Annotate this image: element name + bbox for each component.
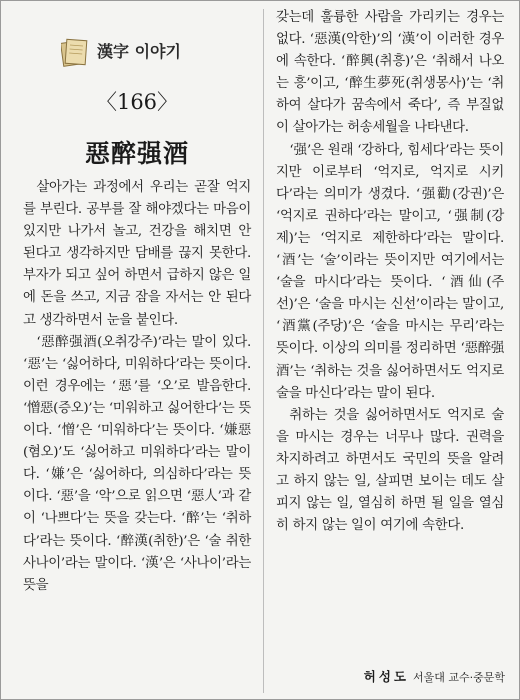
body-paragraph: 취하는 것을 싫어하면서도 억지로 술을 마시는 경우는 너무나 많다. 권력을 차지하려고 하면서도 국민의 뜻을 알려고 하지 않는 일, 살피면 보이는 데도 살피지 않는 일, 열심히 하면 될 일을 열심히 하지 않는 일이 여기에 속한다. (276, 407, 504, 534)
author-name: 허성도 (363, 669, 409, 684)
hanja-title: 惡醉强酒 (84, 139, 189, 168)
column-divider (263, 9, 264, 693)
left-column (23, 7, 251, 597)
series-heading (61, 37, 181, 67)
article-header (23, 7, 251, 177)
body-paragraph: ‘惡醉强酒(오취강주)’라는 말이 있다. ‘惡’는 ‘싫어하다, 미워하다’라는 뜻이다. 이런 경우에는 ‘惡’를 ‘오’로 발음한다. ‘憎惡(증오)’는 ‘미워하고 싫어한다’는 뜻이다. ‘憎’은 ‘미워하다’는 뜻이다. ‘嫌惡(혐오)’도 ‘싫어하고 미워하다’라는 말이다. ‘嫌’은 ‘싫어하다, 의심하다’라는 뜻이다. ‘惡’을 ‘악’으로 읽으면 ‘惡人’과 같이 ‘나쁘다’는 뜻을 갖는다. ‘醉’는 ‘취하다’라는 뜻이다. ‘醉漢(취한)’은 ‘술 취한 사나이’라는 말이다. ‘漢’은 ‘사나이’라는 뜻을 (23, 334, 251, 593)
byline (364, 667, 505, 685)
body-paragraph: 갖는데 훌륭한 사람을 가리키는 경우는 없다. ‘惡漢(악한)’의 ‘漢’이 이러한 경우에 속한다. ‘醉興(취흥)’은 ‘취해서 나오는 흥’이고, ‘醉生夢死(취생몽사)’는 ‘취하여 살다가 꿈속에서 죽다’, 즉 부질없이 살아가는 허송세월을 나타낸다. (276, 10, 504, 136)
series-title: 漢字 이야기 (97, 41, 181, 61)
book-icon (61, 37, 89, 67)
body-paragraph: 살아가는 과정에서 우리는 곧잘 억지를 부린다. 공부를 잘 해야겠다는 마음이 있지만 나가서 놀고, 건강을 해치면 안 된다고 생각하지만 담배를 끊지 못한다. 부자가 되고 싶어 하면서 급하지 않은 일에 돈을 쓰고, 지금 잠을 자서는 안 된다고 생각하면서 눈을 붙인다. (23, 180, 251, 328)
right-column (276, 7, 504, 537)
issue-number: 〈166〉 (95, 90, 179, 114)
body-paragraph: ‘强’은 원래 ‘강하다, 힘세다’라는 뜻이지만 이로부터 ‘억지로, 억지로 시키다’라는 의미가 생겼다. ‘强勸(강권)’은 ‘억지로 권하다’라는 말이고, ‘强制(강제)’는 ‘억지로 제한하다’라는 말이다. ‘酒’는 ‘술’이라는 뜻이지만 여기에서는 ‘술을 마시다’라는 뜻이다. ‘酒仙(주선)’은 ‘술을 마시는 신선’이라는 말이고, ‘酒黨(주당)’은 ‘술을 마시는 무리’라는 뜻이다. 이상의 의미를 정리하면 ‘惡醉强酒’는 ‘취하는 것을 싫어하면서도 억지로 술을 마신다’라는 말이 된다. (276, 142, 504, 401)
author-affiliation: 서울대 교수·중문학 (412, 671, 505, 684)
